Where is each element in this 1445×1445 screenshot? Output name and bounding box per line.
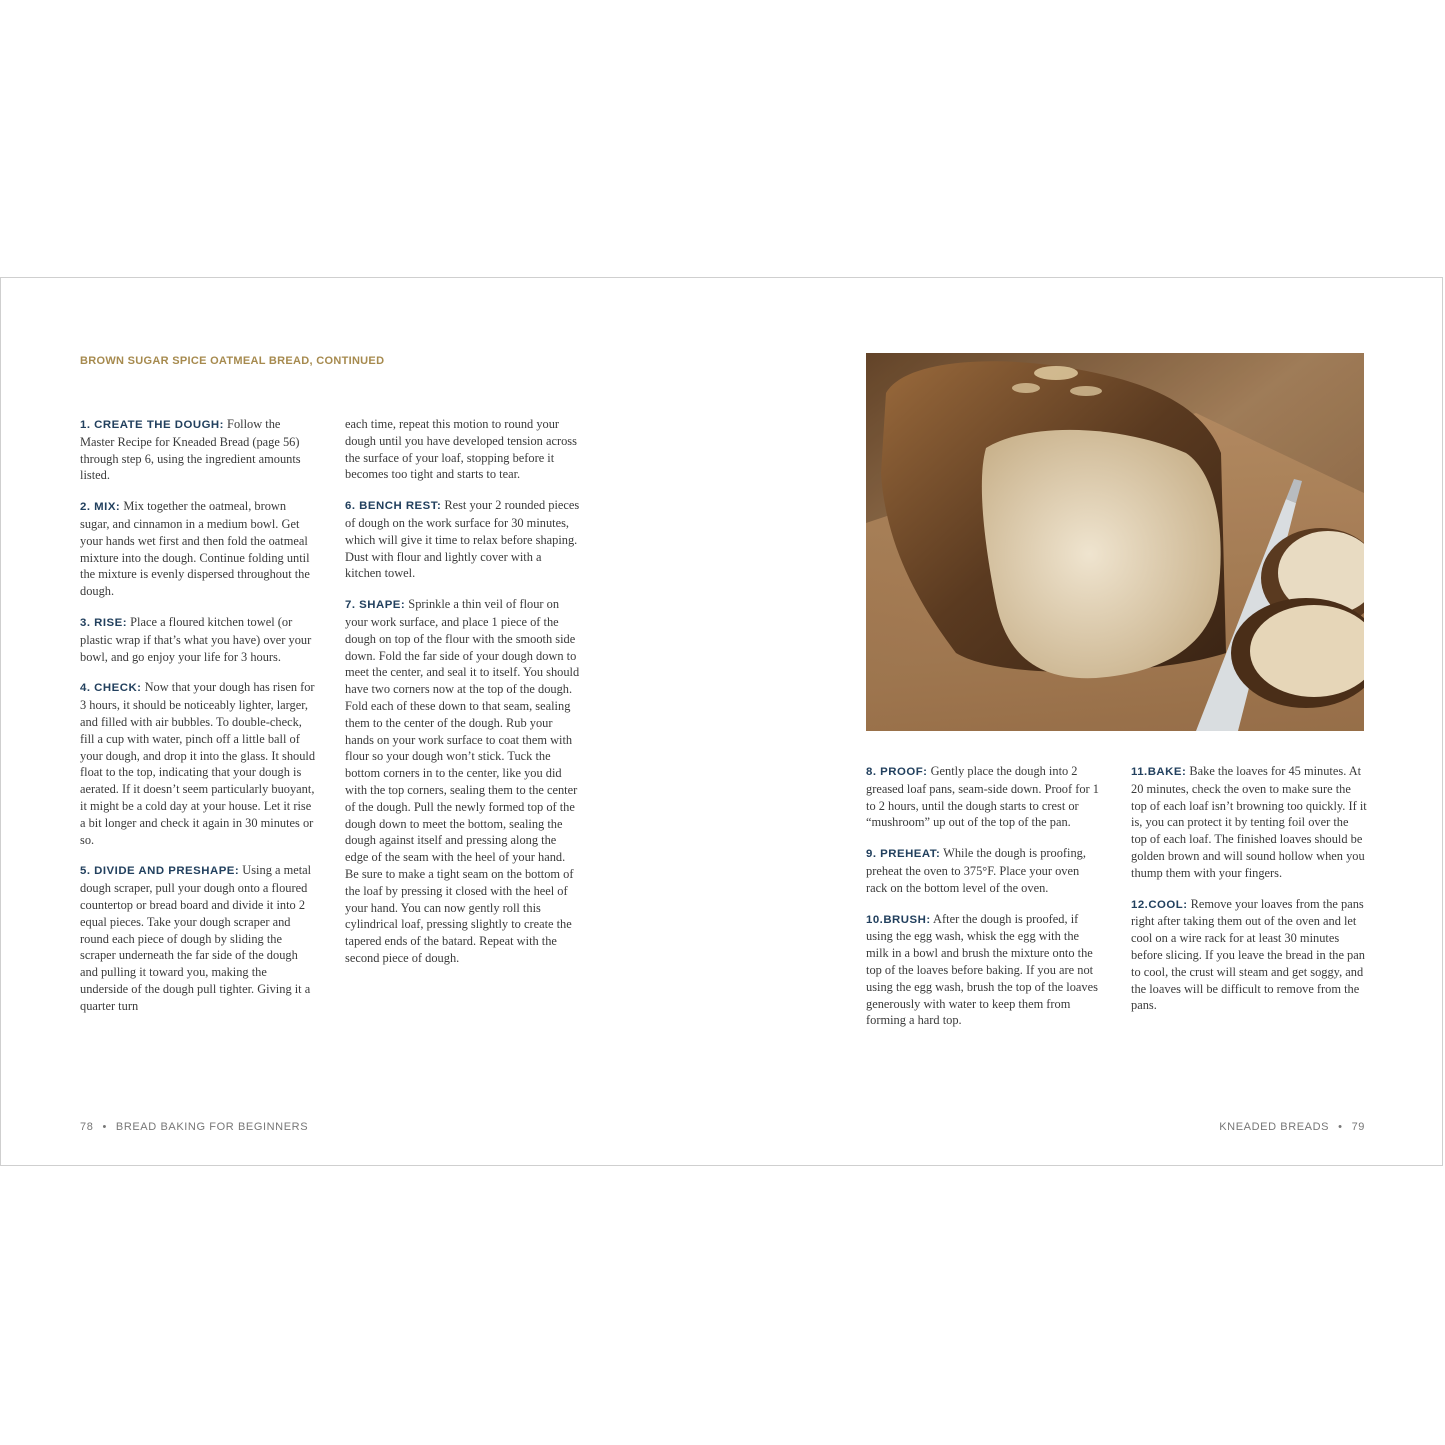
chapter-title: KNEADED BREADS [1219, 1121, 1330, 1133]
text-column-2 [345, 416, 581, 981]
step-create-dough [80, 416, 316, 484]
step-text: While the dough is proofing, preheat the oven to 375°F. Place your oven rack on the bottom level of the oven. [866, 846, 1086, 895]
footer-right [1219, 1121, 1365, 1133]
step-heading: 10.BRUSH: [866, 913, 931, 926]
step-preheat [866, 845, 1102, 896]
step-divide-preshape-continued: each time, repeat this motion to round your dough until you have developed tension across the surface of your loaf, stopping before it becomes too tight and starts to tear. [345, 417, 577, 482]
text-column-3 [866, 763, 1102, 1043]
running-head: BROWN SUGAR SPICE OATMEAL BREAD, CONTINUED [80, 355, 385, 367]
step-mix [80, 498, 316, 600]
page-number-right: 79 [1351, 1121, 1365, 1133]
step-shape [345, 596, 581, 967]
footer-separator: • [102, 1121, 107, 1133]
step-heading: 2. MIX: [80, 501, 121, 514]
step-text: Now that your dough has risen for 3 hours, it should be noticeably lighter, larger, and filled with air bubbles. To double-check, fill a cup with water, pinch off a little ball of your dough, and drop it into the glass. It should float to the top, indicating that your dough is aerated. If it doesn’t seem particularly buoyant, it might be a cold day at your house. Let it rise a bit longer and check it again in 30 minutes or so. [80, 680, 316, 847]
step-heading: 5. DIVIDE AND PRESHAPE: [80, 865, 240, 878]
step-text: Gently place the dough into 2 greased loaf pans, seam-side down. Proof for 1 to 2 hours, until the dough starts to crest or “mushroom” up out of the top of the pan. [866, 764, 1099, 830]
step-text: After the dough is proofed, if using the egg wash, whisk the egg with the milk in a bowl and brush the mixture onto the top of the loaves before baking. If you are not using the egg wash, brush the top of the loaves generously with water to keep them from forming a hard top. [866, 911, 1098, 1028]
step-heading: 11.BAKE: [1131, 766, 1187, 778]
step-heading: 7. SHAPE: [345, 599, 406, 612]
step-cool [1131, 896, 1367, 1015]
step-heading: 1. CREATE THE DOUGH: [80, 419, 224, 431]
step-bake [1131, 763, 1367, 882]
bread-photo-illustration [866, 353, 1364, 731]
bread-loaf-photo [866, 353, 1364, 731]
step-heading: 9. PREHEAT: [866, 848, 941, 861]
step-text: Bake the loaves for 45 minutes. At 20 minutes, check the oven to make sure the top of each loaf isn’t browning too quickly. If it is, you can protect it by tenting foil over the top of each loaf. The finished loaves should be golden brown and will sound hollow when you thump them with your fingers. [1131, 764, 1367, 880]
step-heading: 12.COOL: [1131, 898, 1188, 911]
step-heading: 8. PROOF: [866, 766, 928, 778]
text-column-1 [80, 416, 316, 1029]
step-text: Follow the Master Recipe for Kneaded Bread (page 56) through step 6, using the ingredient amounts listed. [80, 417, 301, 483]
footer-separator: • [1338, 1121, 1343, 1133]
step-text: Sprinkle a thin veil of flour on your work surface, and place 1 piece of the dough on top of the flour with the smooth side down. Fold the far side of your dough down to meet the center, and seal it to itself. You should have two corners now at the top of the dough. Fold each of these down to that seam, sealing them to the center of the dough. Rub your hands on your work surface to coat them with flour so your dough won’t stick. Tuck the bottom corners in to the center, like you did with the top corners, sealing them to the center of the dough. Pull the newly formed top of the dough down to meet the bottom, sealing the dough against itself and pressing along the edge of the seam with the heel of your hand. Be sure to make a tight seam on the bottom of the loaf by pressing it closed with the heel of your hand. You can now gently roll this cylindrical loaf, pressing slightly to create the tapered ends of the batard. Repeat with the second piece of dough. [345, 597, 580, 965]
footer-left [80, 1121, 308, 1133]
step-divide-preshape [80, 862, 316, 1014]
step-rise [80, 614, 316, 665]
text-column-4 [1131, 763, 1367, 1028]
step-proof [866, 763, 1102, 831]
step-heading: 6. BENCH REST: [345, 500, 442, 513]
book-title: BREAD BAKING FOR BEGINNERS [115, 1121, 309, 1133]
step-text: Using a metal dough scraper, pull your dough onto a floured countertop or bread board and divide it into 2 equal pieces. Take your dough scraper and round each piece of dough by sliding the scraper underneath the far side of the dough and pulling it toward you, making the underside of the dough pull tighter. Giving it a quarter turn [80, 863, 312, 1013]
step-text: Rest your 2 rounded pieces of dough on the work surface for 30 minutes, which will give it time to relax before shaping. Dust with flour and lightly cover with a kitchen towel. [345, 498, 580, 581]
step-check [80, 679, 316, 848]
step-heading: 4. CHECK: [80, 682, 142, 695]
step-brush [866, 911, 1102, 1030]
page-number-left: 78 [80, 1121, 94, 1133]
step-bench-rest [345, 497, 581, 582]
step-text: Mix together the oatmeal, brown sugar, and cinnamon in a medium bowl. Get your hands wet first and then fold the oatmeal mixture into the dough. Continue folding until the mixture is evenly dispersed throughout the dough. [80, 499, 310, 599]
step-heading: 3. RISE: [80, 616, 128, 629]
step-text: Remove your loaves from the pans right after taking them out of the oven and let cool on a wire rack for at least 30 minutes before slicing. If you leave the bread in the pan to cool, the crust will steam and get soggy, and the loaves will be difficult to remove from the pans. [1131, 896, 1365, 1013]
step-text: Place a floured kitchen towel (or plastic wrap if that’s what you have) over your bowl, and go enjoy your life for 3 hours. [80, 614, 312, 664]
